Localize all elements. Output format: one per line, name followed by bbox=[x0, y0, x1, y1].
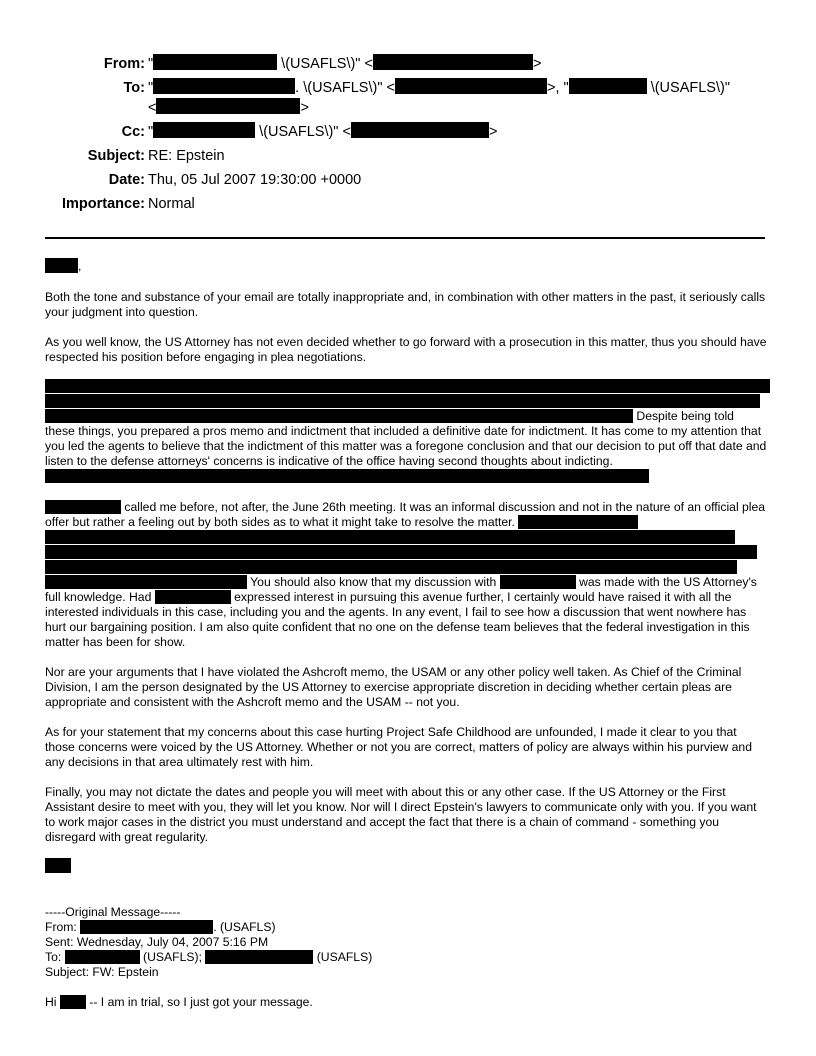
redaction-block bbox=[45, 379, 770, 393]
subject-value: RE: Epstein bbox=[148, 148, 225, 164]
to-value: " . \(USAFLS\)" < >, " \(USAFLS\)" bbox=[148, 80, 730, 96]
cc-label: Cc: bbox=[121, 124, 145, 140]
cc-row bbox=[0, 120, 816, 144]
to-label: To: bbox=[123, 80, 145, 96]
from-value: " \(USAFLS\)" < > bbox=[148, 56, 542, 72]
original-separator: -----Original Message----- bbox=[45, 905, 181, 919]
redaction-box bbox=[351, 122, 489, 138]
redaction-box bbox=[45, 575, 247, 589]
importance-label: Importance: bbox=[62, 196, 145, 212]
redaction-block bbox=[45, 545, 757, 559]
original-message bbox=[45, 905, 767, 1010]
redaction-box bbox=[45, 409, 633, 423]
redaction-box bbox=[45, 258, 78, 273]
redaction-box bbox=[518, 515, 638, 529]
redaction-box bbox=[569, 78, 647, 94]
paragraph: Both the tone and substance of your email are totally inappropriate and, in combination with other matters in the past, it seriously calls your judgment into question. bbox=[45, 290, 766, 319]
paragraph: As you well know, the US Attorney has not even decided whether to go forward with a prosecution in this matter, thus you should have respected his position before engaging in plea negotiations. bbox=[45, 335, 767, 364]
paragraph: Nor are your arguments that I have violated the Ashcroft memo, the USAM or any other policy well taken. As Chief of the Criminal Division, I am the person designated by the US Attorney to exercise appropriate discretion in deciding whether certain pleas are appropriate and consistent with the Ashcroft memo and the USAM -- not you. bbox=[45, 665, 742, 709]
signature-redaction bbox=[45, 858, 71, 873]
redaction-box bbox=[153, 54, 277, 70]
greeting: , bbox=[45, 258, 81, 274]
original-from: From: . (USAFLS) bbox=[45, 920, 276, 934]
date-value: Thu, 05 Jul 2007 19:30:00 +0000 bbox=[148, 172, 362, 188]
header-divider bbox=[45, 237, 765, 239]
paragraph: As for your statement that my concerns about this case hurting Project Safe Childhood are unfounded, I made it clear to you that those concerns were voiced by the US Attorney. Whether or not you are correct, matters of policy are always within his purview and any decisions in that area ultimately rest with him. bbox=[45, 725, 752, 769]
redaction-box bbox=[45, 469, 649, 483]
date-label: Date: bbox=[108, 172, 145, 188]
redaction-block bbox=[45, 394, 760, 408]
to-row-continued: < > bbox=[148, 100, 309, 116]
redaction-block bbox=[45, 560, 737, 574]
original-body-first-line: Hi -- I am in trial, so I just got your message. bbox=[45, 995, 313, 1009]
redaction-box bbox=[395, 78, 547, 94]
subject-label: Subject: bbox=[87, 148, 145, 164]
redaction-block bbox=[45, 530, 735, 544]
redaction-box bbox=[45, 500, 121, 514]
redaction-box bbox=[205, 950, 313, 964]
importance-row bbox=[0, 192, 816, 216]
subject-row bbox=[0, 144, 816, 168]
original-subject: Subject: FW: Epstein bbox=[45, 965, 159, 979]
redaction-box bbox=[80, 920, 213, 934]
redaction-box bbox=[500, 575, 576, 589]
paragraph: Despite being told these things, you prepared a pros memo and indictment that included a definitive date for indictment. It has come to my attention that you led the agents to believe that the indictment of this matter was a foregone conclusion and that our decision to put off that date and listen to the defense attorneys' concerns is indicative of the office having second thoughts about indicting. bbox=[45, 409, 767, 484]
redaction-box bbox=[153, 78, 295, 94]
redaction-box bbox=[60, 995, 86, 1009]
redaction-box bbox=[155, 590, 231, 604]
from-row bbox=[0, 52, 816, 76]
cc-value: " \(USAFLS\)" < > bbox=[148, 124, 498, 140]
from-label: From: bbox=[103, 56, 145, 72]
paragraph: called me before, not after, the June 26th meeting. It was an informal discussion and not in the nature of an official plea offer but rather a feeling out by both sides as to what it might take to resolve the matter. bbox=[45, 500, 766, 529]
paragraph-continued: You should also know that my discussion with was made with the US Attorney's full knowledge. Had expressed interest in pursuing this avenue further, I certainly would have raised it with all the interested individuals in this case, including you and the agents. In any event, I fail to see how a discussion that went nowhere has hurt our bargaining position. I am also quite confident that no one on the defense team believes that the federal investigation in this matter has been for show. bbox=[45, 575, 757, 649]
importance-value: Normal bbox=[148, 196, 195, 212]
date-row bbox=[0, 168, 816, 192]
redaction-box bbox=[373, 54, 533, 70]
redaction-box bbox=[65, 950, 140, 964]
paragraph: Finally, you may not dictate the dates and people you will meet with about this or any other case. If the US Attorney or the First Assistant desire to meet with you, they will let you know. Nor will I direct Epstein's lawyers to communicate only with you. If you want to work major cases in the district you must understand and accept the fact that there is a chain of command - something you disregard with great regularity. bbox=[45, 785, 757, 844]
original-to: To: (USAFLS); (USAFLS) bbox=[45, 950, 373, 964]
redaction-box bbox=[156, 98, 300, 114]
original-sent: Sent: Wednesday, July 04, 2007 5:16 PM bbox=[45, 935, 269, 949]
redaction-box bbox=[153, 122, 255, 138]
